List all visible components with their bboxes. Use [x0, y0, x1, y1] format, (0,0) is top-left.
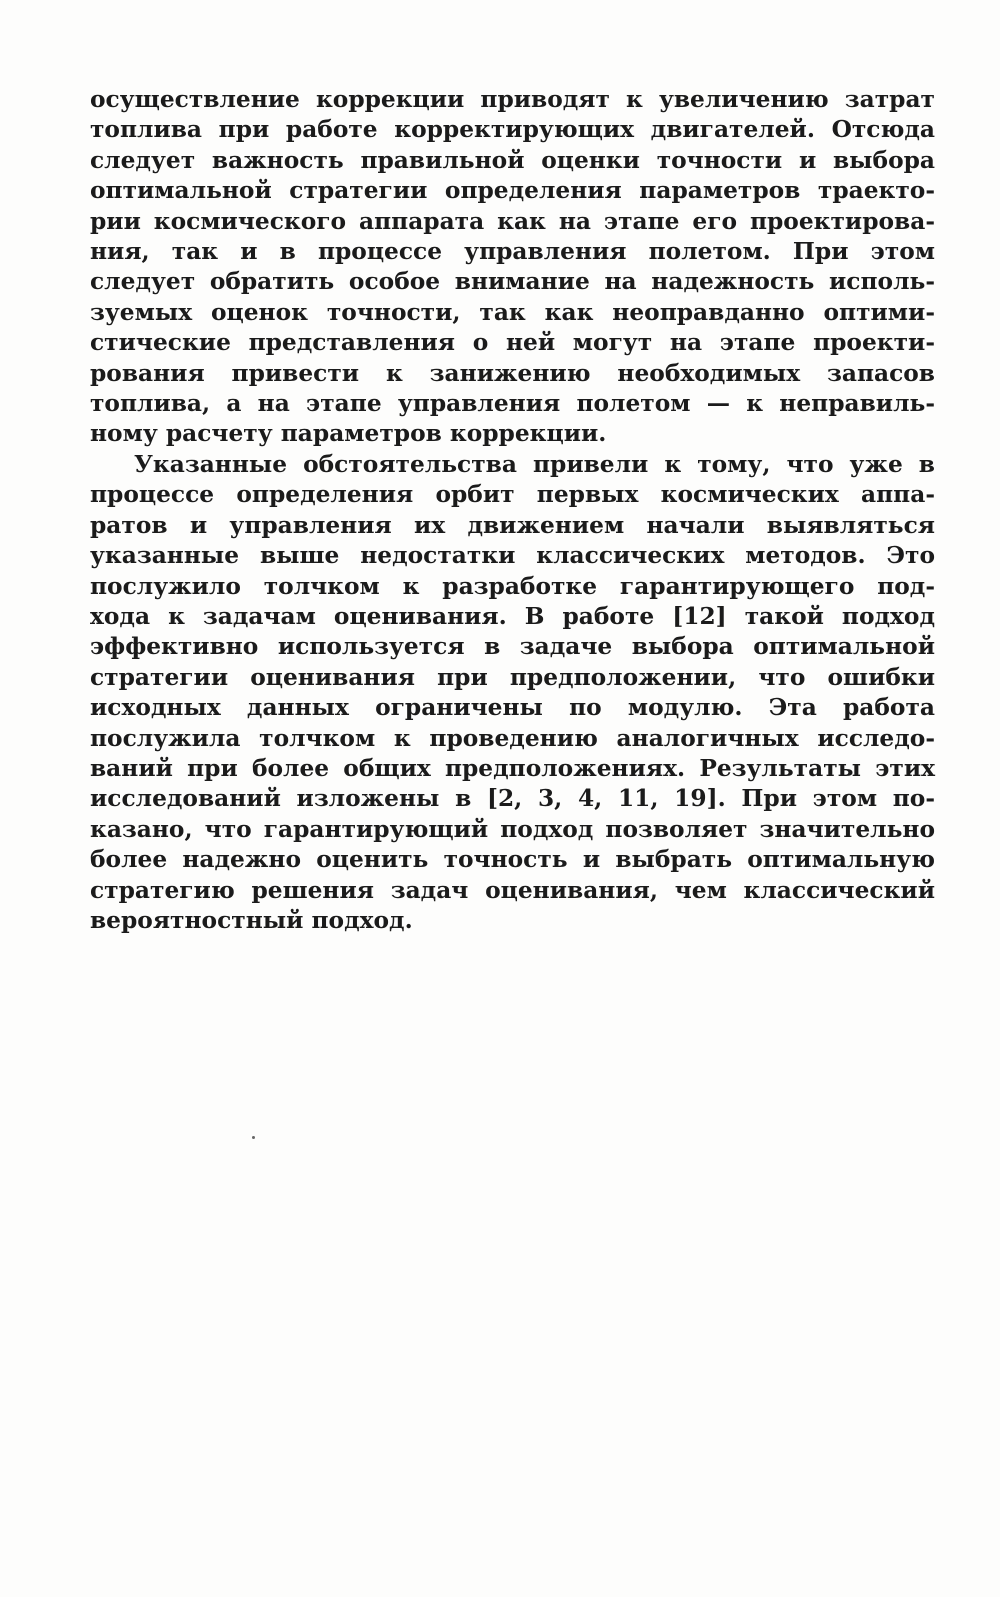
text-line: следует обратить особое внимание на надежность исполь- — [90, 268, 935, 296]
text-line: стратегии оценивания при предположении, что ошибки — [90, 663, 935, 691]
text-line: Указанные обстоятельства привели к тому, что уже в — [134, 450, 935, 478]
text-line: более надежно оценить точность и выбрать оптимальную — [90, 846, 935, 874]
scan-speck — [252, 1136, 255, 1139]
text-line: осуществление коррекции приводят к увеличению затрат — [90, 86, 935, 113]
text-line: ваний при более общих предположениях. Результаты этих — [90, 754, 935, 782]
text-line: исходных данных ограничены по модулю. Эта работа — [90, 694, 935, 722]
paragraph-2 — [90, 450, 935, 937]
text-line: следует важность правильной оценки точности и выбора — [90, 146, 935, 174]
text-line: эффективно используется в задаче выбора оптимальной — [90, 633, 935, 661]
text-line: ному расчету параметров коррекции. — [90, 420, 607, 448]
body-text — [90, 85, 935, 936]
text-line: вероятностный подход. — [90, 906, 413, 934]
text-line: топлива при работе корректирующих двигателей. Отсюда — [90, 116, 935, 144]
text-line: процессе определения орбит первых космических аппа- — [90, 481, 935, 509]
text-line: оптимальной стратегии определения параметров траекто- — [90, 177, 935, 205]
text-line: рии космического аппарата как на этапе его проектирова- — [90, 207, 935, 235]
text-line: послужило толчком к разработке гарантирующего под- — [90, 572, 935, 600]
text-line: стические представления о ней могут на этапе проекти- — [90, 329, 935, 357]
text-line: послужила толчком к проведению аналогичных исследо- — [90, 724, 935, 752]
text-line: рования привести к занижению необходимых запасов — [90, 359, 935, 387]
paragraph-1 — [90, 85, 935, 450]
text-line: ратов и управления их движением начали выявляться — [90, 511, 935, 539]
text-line: ния, так и в процессе управления полетом. При этом — [90, 238, 935, 266]
text-line: указанные выше недостатки классических методов. Это — [90, 542, 935, 570]
text-line: казано, что гарантирующий подход позволяет значительно — [90, 815, 935, 843]
text-line: хода к задачам оценивания. В работе [12] такой подход — [90, 602, 935, 630]
text-line: исследований изложены в [2, 3, 4, 11, 19]. При этом по- — [90, 785, 935, 813]
text-line: зуемых оценок точности, так как неоправданно оптими- — [90, 298, 935, 326]
text-line: топлива, а на этапе управления полетом — к неправиль- — [90, 390, 935, 418]
text-line: стратегию решения задач оценивания, чем классический — [90, 876, 935, 904]
